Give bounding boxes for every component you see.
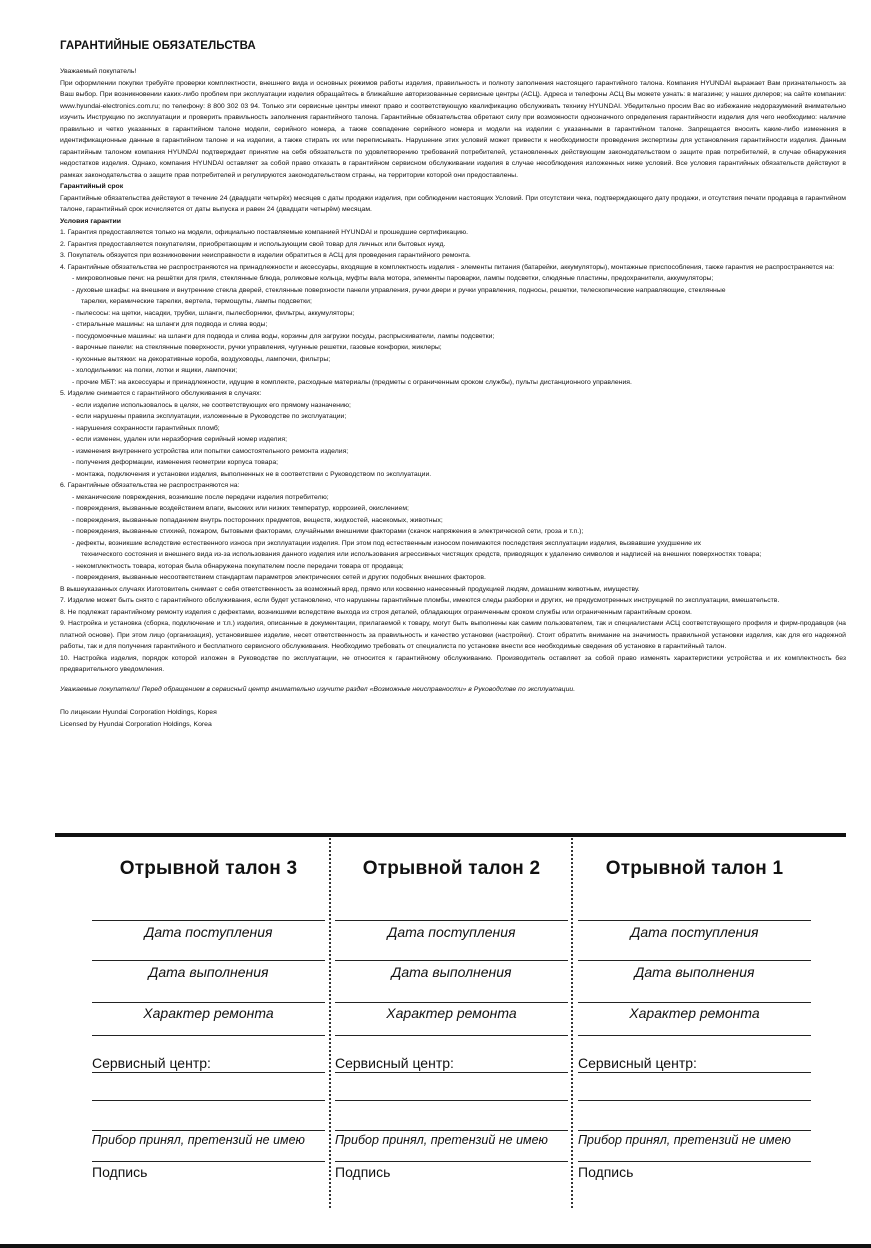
date-completed-field[interactable] <box>92 1002 325 1003</box>
condition-3: 3. Покупатель обязуется при возникновении неисправности в изделии обратиться в АСЦ для проведения гарантийного ремонта. <box>60 252 471 259</box>
date-received-field[interactable] <box>335 960 568 961</box>
condition-4-item: - варочные панели: на стеклянные поверхности, ручки управления, чугунные решетки, газовые конфорки, жиклеры; <box>72 344 442 351</box>
condition-7: 7. Изделие может быть снято с гарантийного обслуживания, если будет установлено, что нарушены гарантийные пломбы, имеются следы разборки и других, не предусмотренных инструкцией по эксплуатации, вмешательств. <box>60 597 780 604</box>
coupon-field-line <box>578 1130 811 1131</box>
condition-5: 5. Изделие снимается с гарантийного обслуживания в случаях: <box>60 390 262 397</box>
condition-6-item: - дефекты, возникшие вследствие естественного износа при эксплуатации изделия. При этом под естественным износом понимаются последствия эксплуатации изделия, вызвавшие ухудшение их <box>72 539 702 547</box>
coupon-3 <box>92 838 325 1198</box>
condition-4-item: - холодильники: на полки, лотки и ящики, лампочки; <box>72 367 238 374</box>
tear-off-divider <box>55 833 846 837</box>
acceptance-field[interactable] <box>92 1161 325 1162</box>
condition-6: 6. Гарантийные обязательства не распространяются на: <box>60 482 240 489</box>
date-received-label: Дата поступления <box>630 924 759 940</box>
date-completed-label: Дата выполнения <box>148 964 269 980</box>
condition-5-item: - если изменен, удален или неразборчив серийный номер изделия; <box>72 436 287 443</box>
document-title: ГАРАНТИЙНЫЕ ОБЯЗАТЕЛЬСТВА <box>60 40 256 52</box>
coupon-field-line <box>92 920 325 921</box>
signature-label: Подпись <box>92 1164 148 1180</box>
repair-type-label: Характер ремонта <box>386 1005 517 1021</box>
conditions-heading: Условия гарантии <box>60 217 121 225</box>
warranty-document <box>60 40 846 730</box>
condition-4-item: - стиральные машины: на шланги для подвода и слива воды; <box>72 321 268 328</box>
coupon-title: Отрывной талон 1 <box>605 858 784 879</box>
condition-6-item: - повреждения, вызванные воздействием влаги, высоких или низких температур, коррозией, окислением; <box>72 505 409 512</box>
condition-5-item: - получения деформации, изменения геометрии корпуса товара; <box>72 459 279 466</box>
service-center-label: Сервисный центр: <box>335 1055 454 1071</box>
condition-4-item: - посудомоечные машины: на шланги для подвода и слива воды, корзины для загрузки посуды, распрыскиватели, лампы подсветки; <box>72 332 495 340</box>
acceptance-field[interactable] <box>578 1161 811 1162</box>
condition-6-item: - некомплектность товара, которая была обнаружена покупателем после передачи товара от продавца; <box>72 562 404 570</box>
coupon-field-line <box>335 1130 568 1131</box>
condition-1: 1. Гарантия предоставляется только на модели, официально поставляемые компанией HYUNDAI и прошедшие сертификацию. <box>60 229 469 236</box>
signature-label: Подпись <box>578 1164 634 1180</box>
warranty-period-text: Гарантийные обязательства действуют в течение 24 (двадцати четырёх) месяцев с даты продажи изделия, при соблюдении настоящих Условий. При отсутствии чека, подтверждающего дату продажи, и отсутствия печати продавца в гарантийном талоне, гарантийный срок исчисляется от даты выпуска и равен 24 (двадцати четырём) месяцам. <box>60 194 846 213</box>
condition-4-item: - прочие МБТ: на аксессуары и принадлежности, идущие в комплекте, расходные материалы (предметы с ограниченным сроком службы), пульты дистанционного управления. <box>72 378 632 386</box>
license-en: Licensed by Hyundai Corporation Holdings, Korea <box>60 720 212 728</box>
condition-6-item: - механические повреждения, возникшие после передачи изделия потребителю; <box>72 493 329 501</box>
condition-2: 2. Гарантия предоставляется покупателям, приобретающим и использующим свой товар для личных или бытовых нужд. <box>60 240 446 248</box>
condition-4-item: - пылесосы: на щетки, насадки, трубки, шланги, пылесборники, фильтры, аккумуляторы; <box>72 309 355 317</box>
date-completed-field[interactable] <box>335 1002 568 1003</box>
acceptance-label: Прибор принял, претензий не имею <box>578 1133 791 1147</box>
coupon-field-line <box>335 920 568 921</box>
date-received-field[interactable] <box>92 960 325 961</box>
condition-10: 10. Настройка изделия, порядок которой изложен в Руководстве по эксплуатации, не относится к гарантийному обслуживанию. Производитель оставляет за собой право изменять характеристики устройства и их комплектность без предварительного уведомления. <box>60 654 846 673</box>
date-completed-label: Дата выполнения <box>391 964 512 980</box>
service-center-field[interactable] <box>335 1072 568 1073</box>
perforation-line <box>329 838 331 1208</box>
date-received-label: Дата поступления <box>144 924 273 940</box>
coupon-1 <box>578 838 811 1198</box>
date-completed-field[interactable] <box>578 1002 811 1003</box>
coupon-2 <box>335 838 568 1198</box>
coupon-title: Отрывной талон 2 <box>362 858 541 879</box>
repair-type-label: Характер ремонта <box>143 1005 274 1021</box>
service-center-field[interactable] <box>335 1100 568 1101</box>
repair-type-field[interactable] <box>92 1035 325 1036</box>
service-center-field[interactable] <box>578 1072 811 1073</box>
condition-5-item: - изменения внутреннего устройства или попытки самостоятельного ремонта изделия; <box>72 447 349 455</box>
coupon-field-line <box>92 1130 325 1131</box>
condition-5-item: - если нарушены правила эксплуатации, изложенные в Руководстве по эксплуатации; <box>72 413 347 420</box>
greeting: Уважаемый покупатель! <box>60 68 137 75</box>
condition-4-item-continuation: тарелки, керамические тарелки, вертела, термощупы, лампы подсветки; <box>81 298 312 305</box>
condition-4-item: - духовые шкафы: на внешние и внутренние стекла дверей, стеклянные поверхности панели управления, ручки двери и ручки управления, подносы, решетки, телескопические направляющие, стеклянные <box>72 286 726 294</box>
repair-type-field[interactable] <box>335 1035 568 1036</box>
condition-4-item: - микроволновые печи: на решётки для гриля, стеклянные блюда, роликовые кольца, муфты вала мотора, элементы пароварки, лампы подсветки, слюдяные пластины, предохранители, аккумуляторы; <box>72 275 714 282</box>
service-center-field[interactable] <box>578 1100 811 1101</box>
condition-6-item: - повреждения, вызванные стихией, пожаром, бытовыми факторами, случайными внешними факторами (скачок напряжения в электрической сети, гроза и т.п.); <box>72 528 584 535</box>
service-center-field[interactable] <box>92 1072 325 1073</box>
condition-4: 4. Гарантийные обязательства не распространяются на принадлежности и аксессуары, входящие в комплектность изделия - элементы питания (батарейки, аккумуляторы), монтажные приспособления, также гарантия не распространяется на: <box>60 263 835 271</box>
condition-5-item: - нарушения сохранности гарантийных пломб; <box>72 424 220 432</box>
condition-6-item: - повреждения, вызванные несоответствием стандартам параметров электрических сетей и других подобных внешних факторов. <box>72 574 486 581</box>
acceptance-label: Прибор принял, претензий не имею <box>92 1133 305 1147</box>
license-ru: По лицензии Hyundai Corporation Holdings, Корея <box>60 709 217 716</box>
coupon-title: Отрывной талон 3 <box>119 858 298 879</box>
repair-type-label: Характер ремонта <box>629 1005 760 1021</box>
condition-5-item: - монтажа, подключения и установки изделия, выполненных не в соответствии с Руководством по эксплуатации. <box>72 470 432 478</box>
date-completed-label: Дата выполнения <box>634 964 755 980</box>
acceptance-field[interactable] <box>335 1161 568 1162</box>
condition-6-item-continuation: технического состояния и внешнего вида из-за использования данного изделия или использования агрессивных чистящих средств, приводящих к удалению символов и надписей на внешних поверхностях товара; <box>81 551 762 558</box>
condition-6-item: - повреждения, вызванные попаданием внутрь посторонних предметов, веществ, жидкостей, насекомых, животных; <box>72 516 443 524</box>
service-notice: Уважаемые покупатели! Перед обращением в сервисный центр внимательно изучите раздел «Возможные неисправности» в Руководстве по эксплуатации. <box>60 685 576 693</box>
condition-4-item: - кухонные вытяжки: на декоративные короба, воздуховоды, лампочки, фильтры; <box>72 355 331 363</box>
date-received-label: Дата поступления <box>387 924 516 940</box>
perforation-line <box>571 838 573 1208</box>
condition-9: 9. Настройка и установка (сборка, подключение и т.п.) изделия, описанные в документации, прилагаемой к товару, могут быть выполнены как самим пользователем, так и специалистами АСЦ соответствующего профиля и фирм-продавцов (на платной основе). При этом лицо (организация), установившее изделие, несет ответственность за правильность и качество установки (настройки). Стоит обратить внимание на значимость правильной установки изделия, как для его надежной работы, так и для получения гарантийного и бесплатного сервисного обслуживания. Необходимо требовать от специалиста по установке внести все необходимые сведения об установке в гарантийный талон. <box>60 620 846 650</box>
condition-8: 8. Не подлежат гарантийному ремонту изделия с дефектами, возникшими вследствие выхода из строя деталей, обладающих ограниченным сроком службы или ограниченным гарантийным сроком. <box>60 608 692 616</box>
repair-type-field[interactable] <box>578 1035 811 1036</box>
coupon-field-line <box>578 920 811 921</box>
signature-label: Подпись <box>335 1164 391 1180</box>
warranty-period-heading: Гарантийный срок <box>60 183 124 190</box>
intro-paragraph: При оформлении покупки требуйте проверки комплектности, внешнего вида и основных режимов работы изделия, правильность и полноту заполнения настоящего гарантийного талона. Компания HYUNDAI выражает Вам признательность за Ваш выбор. При возникновении каких-либо проблем при эксплуатации изделия обращайтесь в ближайшие авторизованные сервисные центры (АСЦ). Адреса и телефоны АСЦ Вы можете узнать: в магазине; у наших дилеров; на сайте компании: www.hyundai-electronics.com.ru; по телефону: 8 800 302 03 94. Только эти сервисные центры имеют право и соответствующую квалификацию обслуживать технику HYUNDAI. Убедительно просим Вас во избежание недоразумений внимательно изучить Инструкцию по эксплуатации и проверить правильность заполнения гарантийного талона. Гарантийные обязательства обретают силу при возможности однозначного определения гарантийности изделия для чего необходимо: наличие правильно и четко указанных в гарантийном талоне модели, серийного номера, а также совпадение серийного номера и модели на изделии с указанными в гарантийном талоне. Запрещается вносить какие-либо изменения в идентификационные данные в гарантийном талоне и на изделии, а также стирать их или переписывать. Нарушение этих условий может привести к необходимости проведения экспертизы для установления гарантийности изделия. Данным гарантийным талоном компания HYUNDAI подтверждает принятие на себя обязательств по удовлетворению требований потребителей, установленных действующим законодательством о защите прав потребителей, в случае обнаружения недостатков изделия. Однако, компания HYUNDAI оставляет за собой право отказать в гарантийном сервисном обслуживании изделия в случае несоблюдения изложенных ниже условий. Все условия гарантийных обязательств действуют в рамках законодательства о защите прав потребителей и регулируются законодательством страны, на территории которой они предоставлены. <box>60 79 846 179</box>
date-received-field[interactable] <box>578 960 811 961</box>
service-center-label: Сервисный центр: <box>578 1055 697 1071</box>
condition-6-tail: В вышеуказанных случаях Изготовитель снимает с себя ответственность за возможный вред, прямо или косвенно нанесенный продукцией людям, домашним животным, имуществу. <box>60 585 640 593</box>
service-center-label: Сервисный центр: <box>92 1055 211 1071</box>
acceptance-label: Прибор принял, претензий не имею <box>335 1133 548 1147</box>
service-center-field[interactable] <box>92 1100 325 1101</box>
page-bottom-rule <box>0 1244 871 1248</box>
condition-5-item: - если изделие использовалось в целях, не соответствующих его прямому назначению; <box>72 401 351 409</box>
